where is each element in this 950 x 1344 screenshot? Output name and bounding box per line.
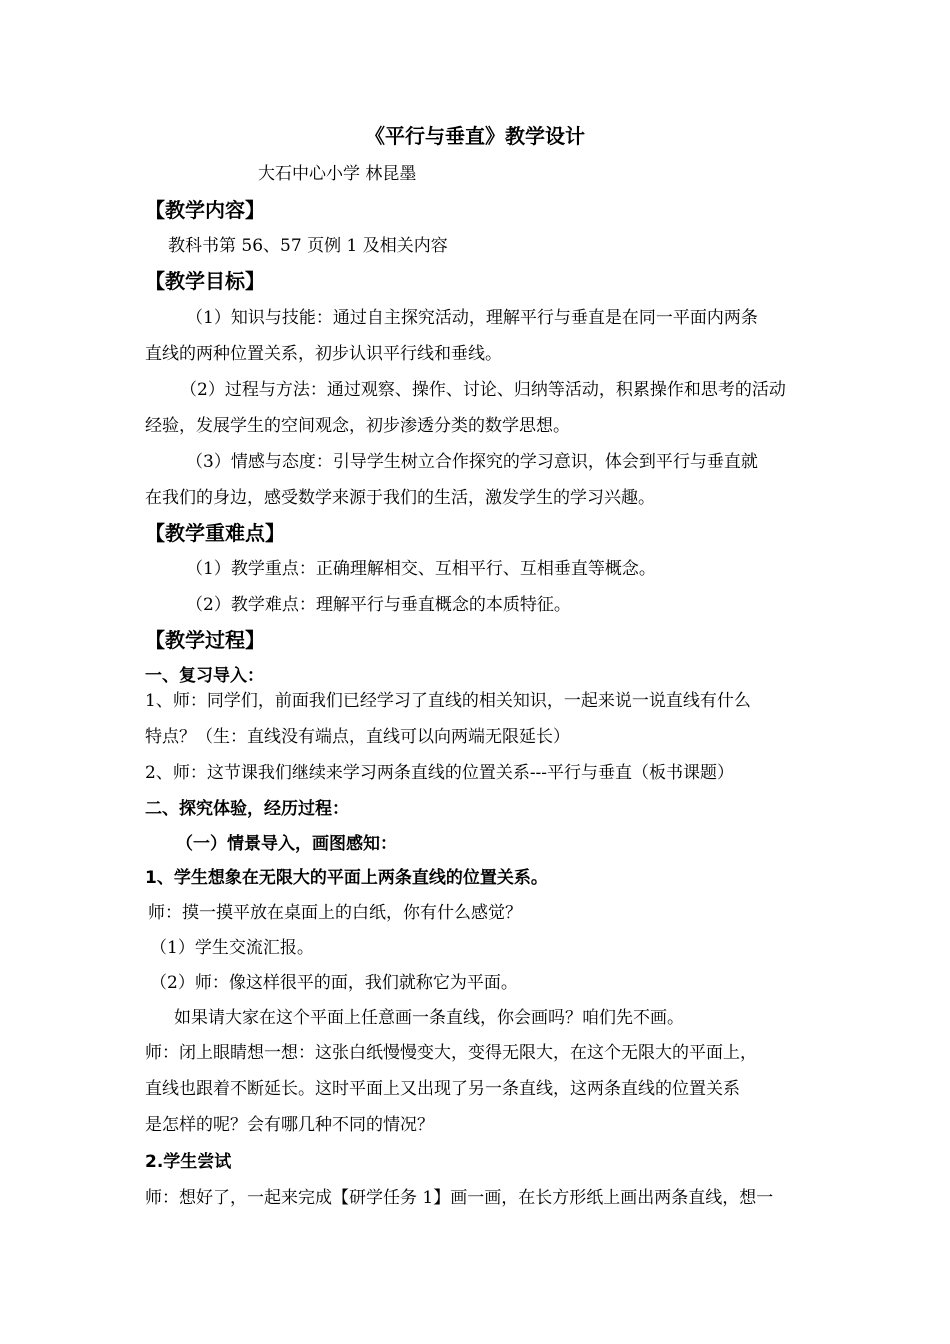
process-line: 一、复习导入： bbox=[145, 666, 264, 686]
process-line: 如果请大家在这个平面上任意画一条直线，你会画吗？咱们先不画。 bbox=[174, 1008, 684, 1028]
process-line: 2、师：这节课我们继续来学习两条直线的位置关系---平行与垂直（板书课题） bbox=[145, 763, 735, 783]
section-heading-goals: 【教学目标】 bbox=[145, 269, 265, 293]
process-line: 师：闭上眼睛想一想：这张白纸慢慢变大，变得无限大，在这个无限大的平面上， bbox=[145, 1043, 757, 1063]
author-line: 大石中心小学 林昆墨 bbox=[258, 164, 417, 184]
document-title: 《平行与垂直》教学设计 bbox=[365, 124, 585, 148]
process-line: 直线也跟着不断延长。这时平面上又出现了另一条直线，这两条直线的位置关系 bbox=[145, 1079, 740, 1099]
goal-line: 经验，发展学生的空间观念，初步渗透分类的数学思想。 bbox=[145, 416, 570, 436]
keypoint-line: （2）教学难点：理解平行与垂直概念的本质特征。 bbox=[186, 595, 571, 615]
goal-line: 直线的两种位置关系，初步认识平行线和垂线。 bbox=[145, 344, 502, 364]
goal-line: （3）情感与态度：引导学生树立合作探究的学习意识，体会到平行与垂直就 bbox=[186, 452, 758, 472]
process-line: 特点？（生：直线没有端点，直线可以向两端无限延长） bbox=[145, 727, 570, 747]
process-line: 师：想好了，一起来完成【研学任务 1】画一画，在长方形纸上画出两条直线，想一 bbox=[145, 1188, 774, 1208]
goal-line: 在我们的身边，感受数学来源于我们的生活，激发学生的学习兴趣。 bbox=[145, 488, 655, 508]
content-line: 教科书第 56、57 页例 1 及相关内容 bbox=[168, 236, 448, 256]
process-line: 1、师：同学们，前面我们已经学习了直线的相关知识，一起来说一说直线有什么 bbox=[145, 691, 751, 711]
process-line: 1、学生想象在无限大的平面上两条直线的位置关系。 bbox=[145, 868, 548, 888]
process-line: （一）情景导入，画图感知： bbox=[176, 834, 397, 854]
process-line: 师：摸一摸平放在桌面上的白纸，你有什么感觉？ bbox=[148, 903, 522, 923]
process-line: （1）学生交流汇报。 bbox=[150, 938, 314, 958]
goal-line: （1）知识与技能：通过自主探究活动，理解平行与垂直是在同一平面内两条 bbox=[186, 308, 758, 328]
section-heading-process: 【教学过程】 bbox=[145, 628, 265, 652]
keypoint-line: （1）教学重点：正确理解相交、互相平行、互相垂直等概念。 bbox=[186, 559, 656, 579]
process-line: 二、探究体验，经历过程： bbox=[145, 799, 349, 819]
process-line: （2）师：像这样很平的面，我们就称它为平面。 bbox=[150, 973, 518, 993]
section-heading-keypoints: 【教学重难点】 bbox=[145, 521, 285, 545]
goal-line: （2）过程与方法：通过观察、操作、讨论、归纳等活动，积累操作和思考的活动 bbox=[180, 380, 786, 400]
process-line: 是怎样的呢？会有哪几种不同的情况？ bbox=[145, 1115, 434, 1135]
process-line: 2.学生尝试 bbox=[145, 1152, 232, 1172]
section-heading-content: 【教学内容】 bbox=[145, 198, 265, 222]
